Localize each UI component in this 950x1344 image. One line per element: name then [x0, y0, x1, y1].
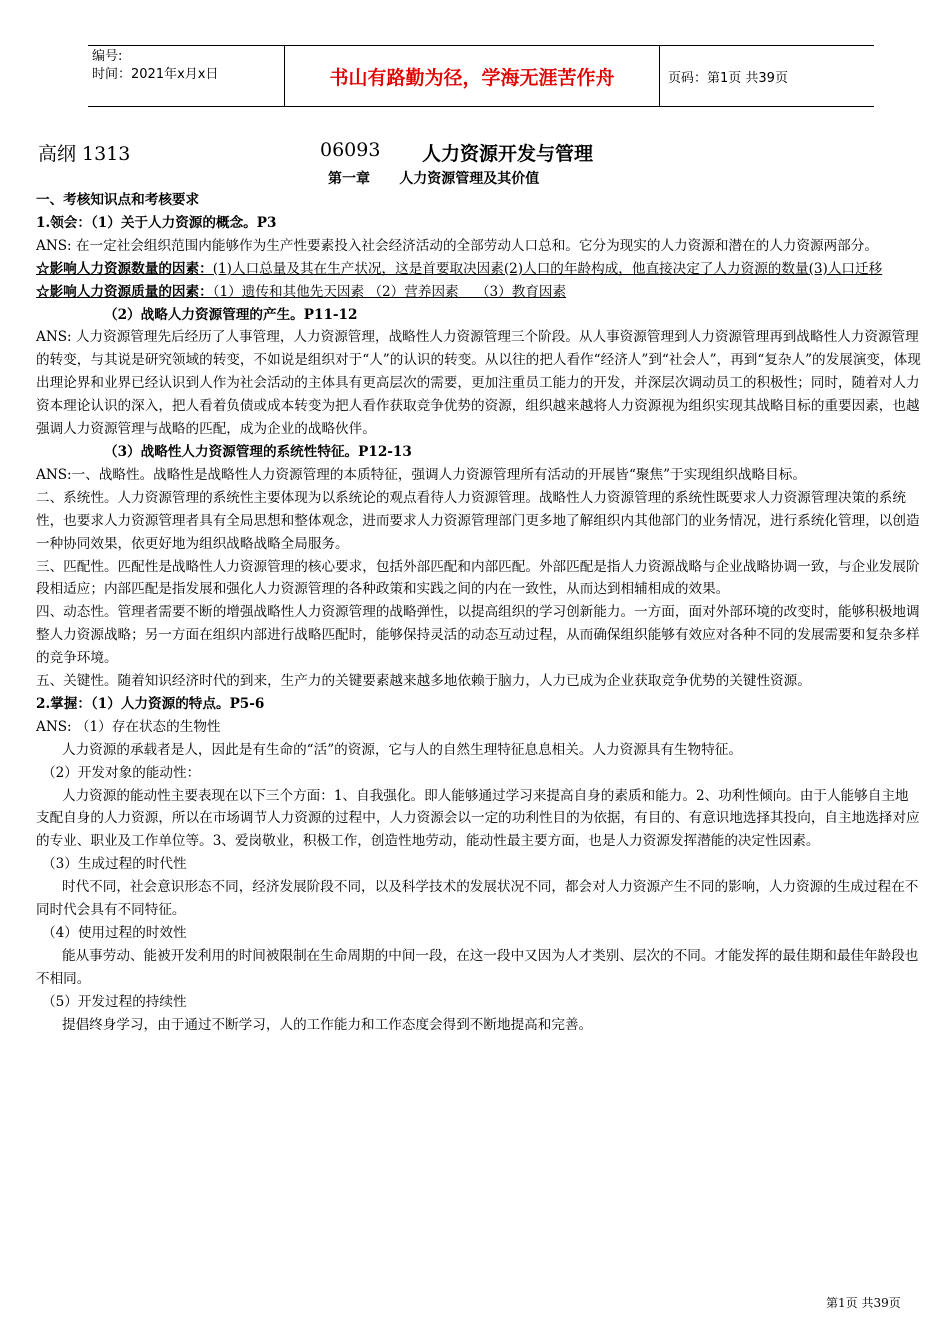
header-page-label: 页码：第1页 共39页: [668, 70, 788, 86]
answer-3-key: 五、关键性。随着知识经济时代的到来，生产力的关键要素越来越多地依赖于脑力，人力已成为企业获取竞争优势的关键性资源。: [36, 673, 811, 690]
answer-4-item-3-text: 时代不同，社会意识形态不同，经济发展阶段不同，以及科学技术的发展状况不同，都会对人力资源产生不同的影响，人力资源的生成过程在不同时代会具有不同特征。: [36, 879, 919, 919]
question-4: 2.掌握：（1）人力资源的特点。P5-6: [36, 695, 265, 712]
answer-4-item-1-heading: ANS: （1）存在状态的生物性: [36, 718, 221, 735]
answer-4-item-4-text: 能从事劳动、能被开发利用的时间被限制在生命周期的中间一段，在这一段中又因为人才类别、层次的不同。才能发挥的最佳期和最佳年龄段也不相同。: [36, 947, 919, 987]
answer-4-item-2-heading: （2）开发对象的能动性：: [42, 764, 201, 781]
page-footer: 第1页 共39页: [826, 1296, 901, 1310]
header-motto: 书山有路勤为径，学海无涯苦作舟: [284, 46, 660, 106]
syllabus-id: 高纲 1313: [38, 143, 131, 165]
header-meta: [92, 48, 282, 84]
quantity-factors-text: (1)人口总量及其在生产状况，这是首要取决因素(2)人口的年龄构成，他直接决定了人力资源的数量(3)人口迁移: [212, 260, 883, 277]
quality-factors: [36, 281, 922, 304]
number-label: 编号:: [92, 49, 123, 64]
course-code: 06093: [320, 139, 381, 161]
answer-4-item-1-text: 人力资源的承载者是人，因此是有生命的“活”的资源，它与人的自然生理特征息息相关。人力资源具有生物特征。: [62, 741, 742, 758]
question-3: （3）战略性人力资源管理的系统性特征。P12-13: [104, 443, 412, 460]
answer-3-systemic: 二、系统性。人力资源管理的系统性主要体现为以系统论的观点看待人力资源管理。战略性人力资源管理的系统性既要求人力资源管理决策的系统性，也要求人力资源管理者具有全局思想和整体观念，进而要求人力资源管理部门更多地了解组织内其他部门的业务情况，进行系统化管理，以创造一种协同效果，依更好地为组织战略战略全局服务。: [36, 489, 920, 552]
time-label: 时间：2021年x月x日: [92, 67, 219, 82]
section-heading: 一、考核知识点和考核要求: [36, 192, 200, 208]
document-body: [36, 189, 922, 1037]
title-row: [38, 139, 918, 165]
answer-4-item-4-heading: （4）使用过程的时效性: [42, 925, 187, 941]
answer-4-item-5-heading: （5）开发过程的持续性: [42, 993, 187, 1010]
quantity-factors: [36, 258, 922, 281]
answer-4-item-5-text: 提倡终身学习，由于通过不断学习，人的工作能力和工作态度会得到不断地提高和完善。: [62, 1016, 593, 1033]
quantity-factors-label: ☆影响人力资源数量的因素：: [36, 260, 213, 277]
answer-1: ANS: 在一定社会组织范围内能够作为生产性要素投入社会经济活动的全部劳动人口总和。它分为现实的人力资源和潜在的人力资源两部分。: [36, 237, 878, 254]
answer-2: ANS: 人力资源管理先后经历了人事管理，人力资源管理，战略性人力资源管理三个阶段。从人事资源管理到人力资源管理再到战略性人力资源管理的转变，与其说是研究领域的转变，不如说是组织对于“人”的认识的转变。从以往的把人看作“经济人”到“社会人”，再到“复杂人”的发展演变，体现出理论界和业界已经认识到人作为社会活动的主体具有更高层次的需要，更加注重员工能力的开发，并深层次调动员工的积极性；同时，随着对人力资本理论认识的深入，把人看着负债或成本转变为把人看作获取竞争优势的资源，组织越来越将人力资源视为组织实现其战略目标的重要因素，也越强调人力资源管理与战略的匹配，成为企业的战略伙伴。: [36, 329, 921, 438]
chapter-title: 第一章 人力资源管理及其价值: [328, 171, 540, 187]
answer-3-matching: 三、匹配性。匹配性是战略性人力资源管理的核心要求，包括外部匹配和内部匹配。外部匹配是指人力资源战略与企业战略协调一致，与企业发展阶段相适应；内部匹配是指发展和强化人力资源管理的各种政策和实践之间的内在一致性，从而达到相辅相成的效果。: [36, 558, 920, 598]
answer-4-item-3-heading: （3）生成过程的时代性: [42, 856, 187, 873]
question-1: 1.领会：（1）关于人力资源的概念。P3: [36, 214, 277, 231]
answer-3-dynamic: 四、动态性。管理者需要不断的增强战略性人力资源管理的战略弹性，以提高组织的学习创新能力。一方面，面对外部环境的改变时，能够积极地调整人力资源战略；另一方面在组织内部进行战略匹配时，能够保持灵活的动态互动过程，从而确保组织能够有效应对各种不同的发展需要和复杂多样的竞争环境。: [36, 604, 920, 667]
question-2: （2）战略人力资源管理的产生。P11-12: [104, 306, 358, 323]
answer-3-strategic: ANS:一、战略性。战略性是战略性人力资源管理的本质特征，强调人力资源管理所有活动的开展皆“聚焦”于实现组织战略目标。: [36, 466, 806, 483]
page-header: [88, 45, 874, 107]
answer-4-item-2-text: 人力资源的能动性主要表现在以下三个方面：1、自我强化。即人能够通过学习来提高自身的素质和能力。2、功利性倾向。由于人能够自主地支配自身的人力资源，所以在市场调节人力资源的过程中，人力资源会以一定的功利性目的为依据，有目的、有意识地选择其投向，自主地选择对应的专业、职业及工作单位等。3、爱岗敬业，积极工作，创造性地劳动，能动性最主要方面，也是人力资源发挥潜能的决定性因素。: [36, 787, 920, 850]
quality-factors-label: ☆影响人力资源质量的因素：: [36, 283, 213, 300]
course-name: 人力资源开发与管理: [422, 143, 594, 165]
quality-factors-text: （1）遗传和其他先天因素 （2）营养因素 （3）教育因素: [212, 283, 567, 300]
